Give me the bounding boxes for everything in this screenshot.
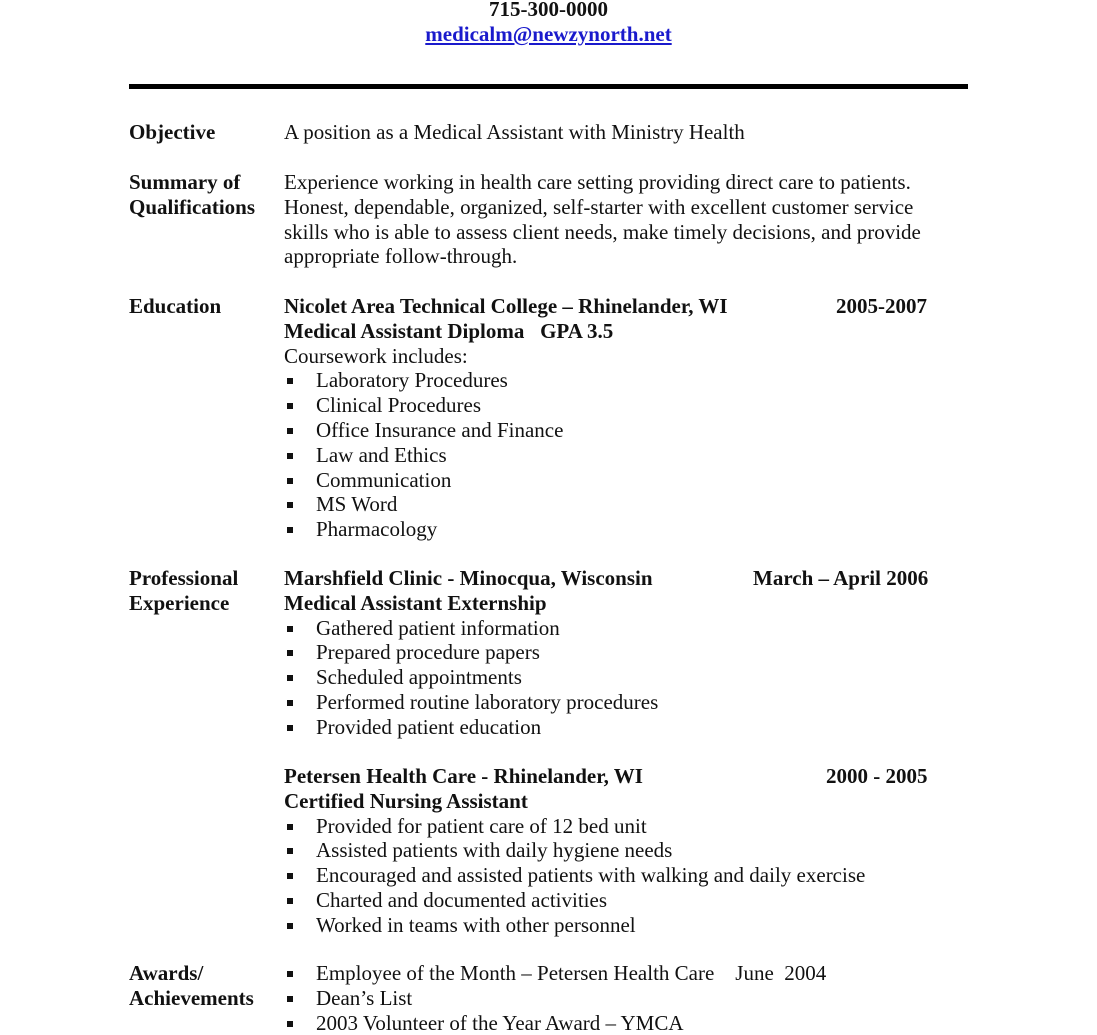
list-item: MS Word	[284, 492, 964, 517]
list-item: Dean’s List	[284, 986, 964, 1011]
education-dates: 2005-2007	[836, 294, 927, 318]
awards-label-line1: Awards/	[129, 961, 204, 985]
job-duties	[284, 814, 964, 938]
list-item: Encouraged and assisted patients with walking and daily exercise	[284, 863, 964, 888]
summary-line: skills who is able to assess client needs, make timely decisions, and provide	[284, 219, 921, 244]
education-school: Nicolet Area Technical College – Rhinelander, WI	[284, 294, 728, 318]
list-item: Employee of the Month – Petersen Health Care June 2004	[284, 961, 964, 986]
job-title: Certified Nursing Assistant	[284, 788, 528, 813]
objective-text: A position as a Medical Assistant with Ministry Health	[284, 120, 745, 144]
contact-email-wrap	[0, 21, 1097, 47]
awards-list	[284, 961, 964, 1035]
header-rule	[129, 84, 968, 89]
job-title: Medical Assistant Externship	[284, 590, 547, 615]
awards-label	[129, 961, 279, 1011]
list-item: Assisted patients with daily hygiene needs	[284, 838, 964, 863]
summary-text	[284, 170, 964, 269]
awards-label-line2: Achievements	[129, 985, 254, 1010]
summary-line: Experience working in health care setting providing direct care to patients.	[284, 170, 911, 194]
experience-label	[129, 566, 279, 616]
job-employer: Marshfield Clinic - Minocqua, Wisconsin	[284, 566, 653, 590]
list-item: Provided for patient care of 12 bed unit	[284, 814, 964, 839]
experience-label-line1: Professional	[129, 566, 239, 590]
list-item: Performed routine laboratory procedures	[284, 690, 964, 715]
contact-email-link[interactable]: medicalm@newzynorth.net	[425, 22, 672, 46]
job-2	[284, 764, 964, 938]
objective-label: Objective	[129, 120, 216, 144]
education-label: Education	[129, 294, 222, 318]
list-item: Laboratory Procedures	[284, 368, 964, 393]
list-item: Scheduled appointments	[284, 665, 964, 690]
list-item: Pharmacology	[284, 517, 964, 542]
list-item: Worked in teams with other personnel	[284, 913, 964, 938]
summary-label-line2: Qualifications	[129, 194, 256, 219]
summary-label-line1: Summary of	[129, 170, 241, 194]
job-employer: Petersen Health Care - Rhinelander, WI	[284, 764, 643, 788]
job-duties	[284, 616, 964, 740]
list-item: Clinical Procedures	[284, 393, 964, 418]
education-section	[284, 294, 964, 542]
list-item: Gathered patient information	[284, 616, 964, 641]
list-item: Office Insurance and Finance	[284, 418, 964, 443]
experience-label-line2: Experience	[129, 590, 230, 615]
contact-phone: 715-300-0000	[489, 0, 608, 21]
summary-label	[129, 170, 279, 220]
summary-line: Honest, dependable, organized, self-starter with excellent customer service	[284, 194, 914, 219]
list-item: Prepared procedure papers	[284, 640, 964, 665]
list-item: Charted and documented activities	[284, 888, 964, 913]
summary-line: appropriate follow-through.	[284, 244, 518, 269]
education-degree: Medical Assistant Diploma GPA 3.5	[284, 318, 614, 343]
course-list	[284, 368, 964, 542]
job-dates: 2000 - 2005	[826, 764, 928, 788]
job-1	[284, 566, 964, 740]
list-item: Law and Ethics	[284, 443, 964, 468]
job-dates: March – April 2006	[753, 566, 929, 590]
list-item: 2003 Volunteer of the Year Award – YMCA	[284, 1011, 964, 1035]
awards-section	[284, 961, 964, 1035]
list-item: Provided patient education	[284, 715, 964, 740]
coursework-label: Coursework includes:	[284, 343, 468, 368]
list-item: Communication	[284, 468, 964, 493]
